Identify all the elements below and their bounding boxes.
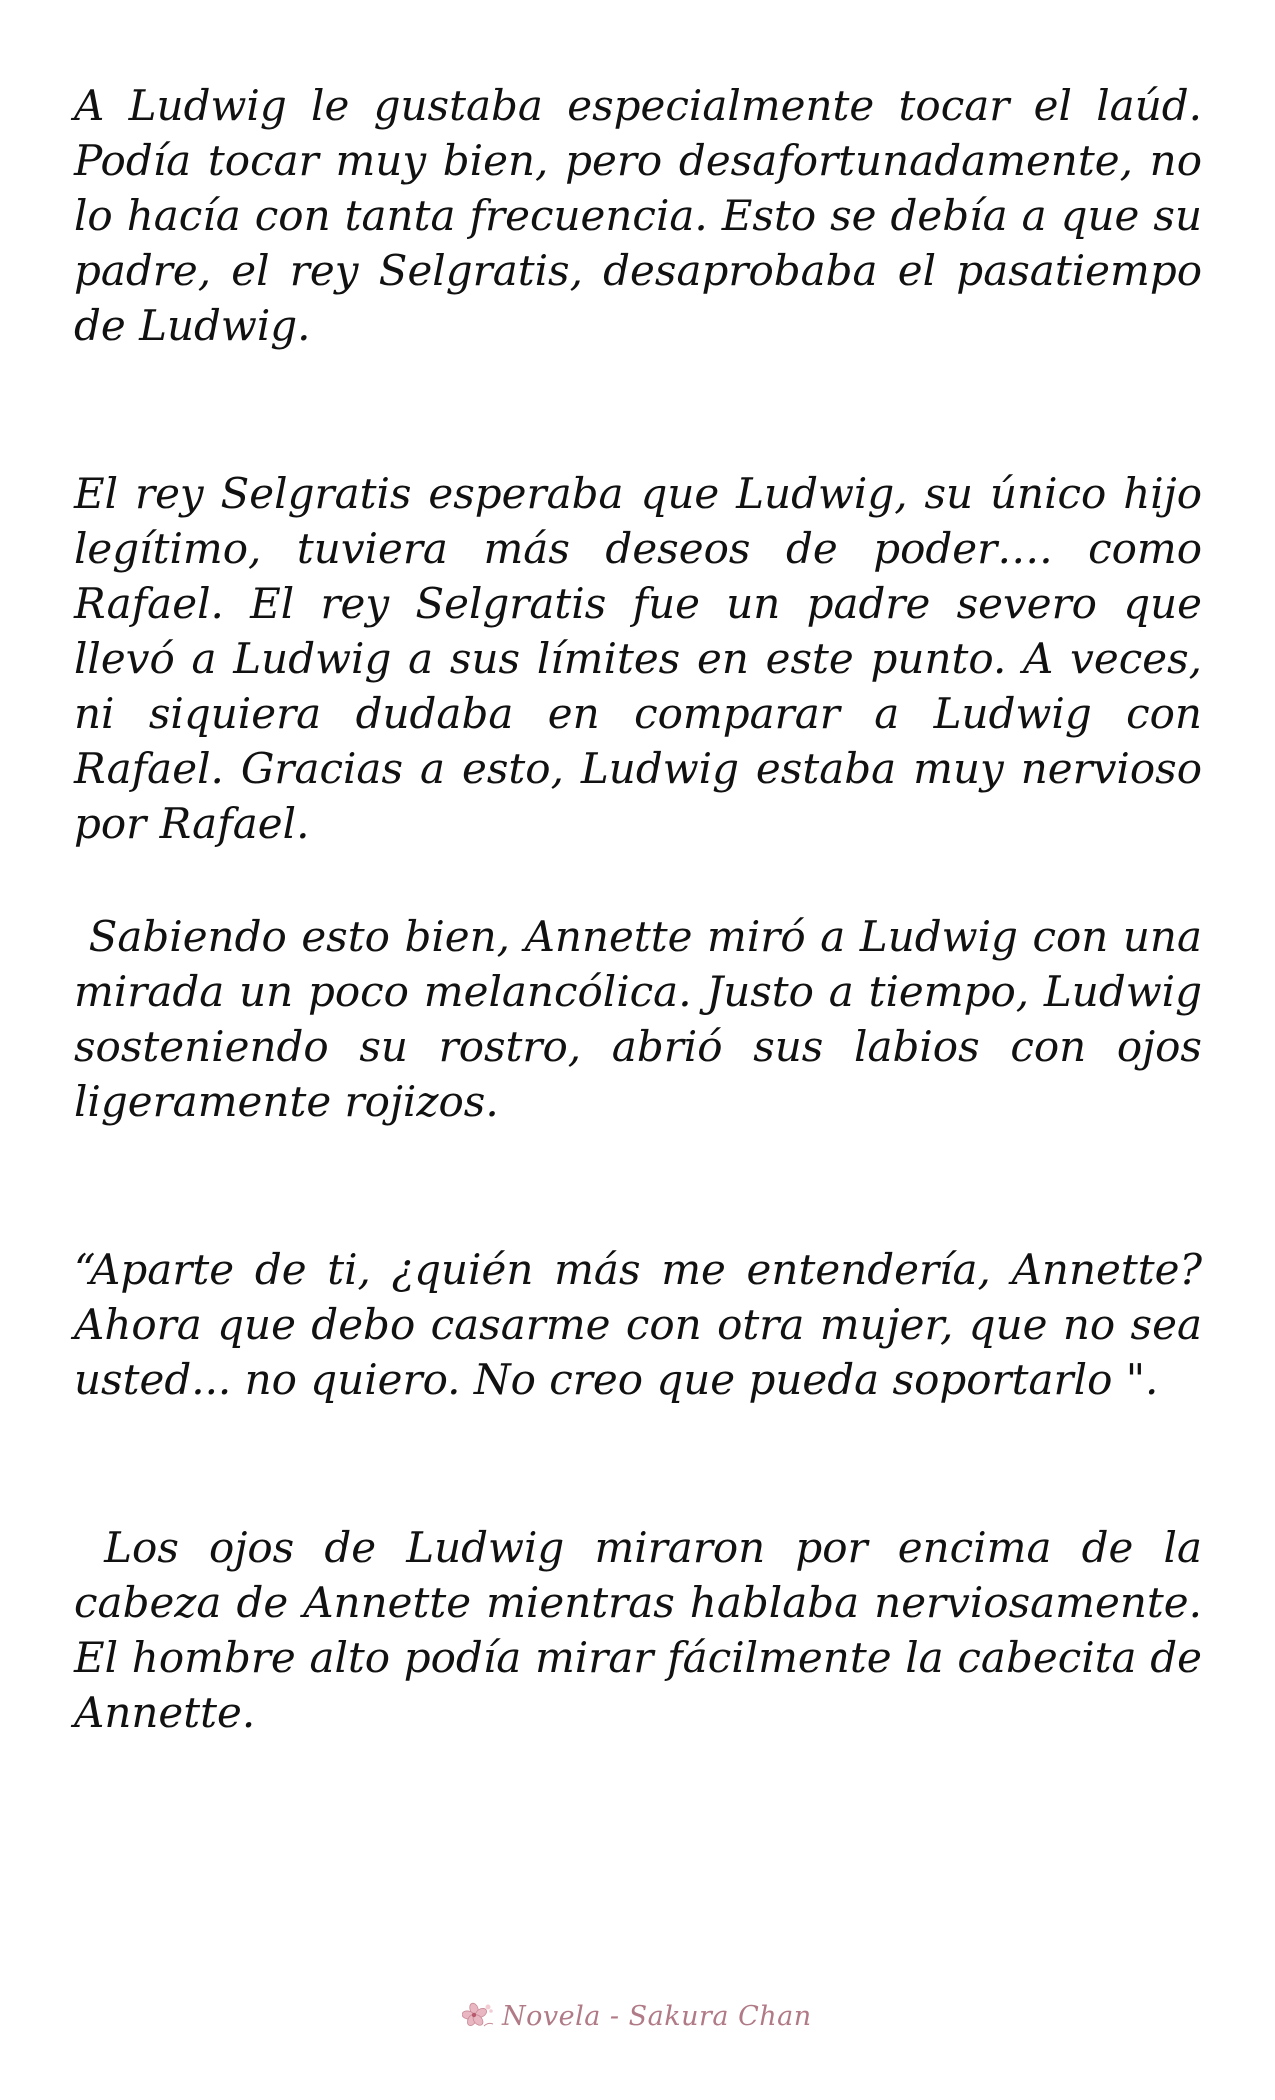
sakura-flower-icon bbox=[462, 2000, 496, 2032]
footer-watermark bbox=[462, 1996, 812, 2036]
paragraph-3: Sabiendo esto bien, Annette miró a Ludwig con una mirada un poco melancólica. Justo a tiempo, Ludwig sosteniendo su rostro, abrió sus labios con ojos ligeramente rojizos. bbox=[74, 912, 1216, 1126]
paragraph-1: A Ludwig le gustaba especialmente tocar el laúd. Podía tocar muy bien, pero desafortunadamente, no lo hacía con tanta frecuencia. Esto se debía a que su padre, el rey Selgratis, desaprobaba el pasatiempo de Ludwig. bbox=[74, 81, 1202, 350]
footer-text: Novela - Sakura Chan bbox=[502, 2000, 812, 2032]
paragraph-5: Los ojos de Ludwig miraron por encima de la cabeza de Annette mientras hablaba nerviosamente. El hombre alto podía mirar fácilmente la cabecita de Annette. bbox=[74, 1523, 1216, 1737]
paragraph-4: “Aparte de ti, ¿quién más me entendería, Annette? Ahora que debo casarme con otra mujer, que no sea usted... no quiero. No creo que pueda soportarlo ". bbox=[74, 1245, 1202, 1404]
paragraph-2: El rey Selgratis esperaba que Ludwig, su único hijo legítimo, tuviera más deseos de poder…. como Rafael. El rey Selgratis fue un padre severo que llevó a Ludwig a sus límites en este punto. A veces, ni siquiera dudaba en comparar a Ludwig con Rafael. Gracias a esto, Ludwig estaba muy nervioso por Rafael. bbox=[74, 469, 1202, 848]
